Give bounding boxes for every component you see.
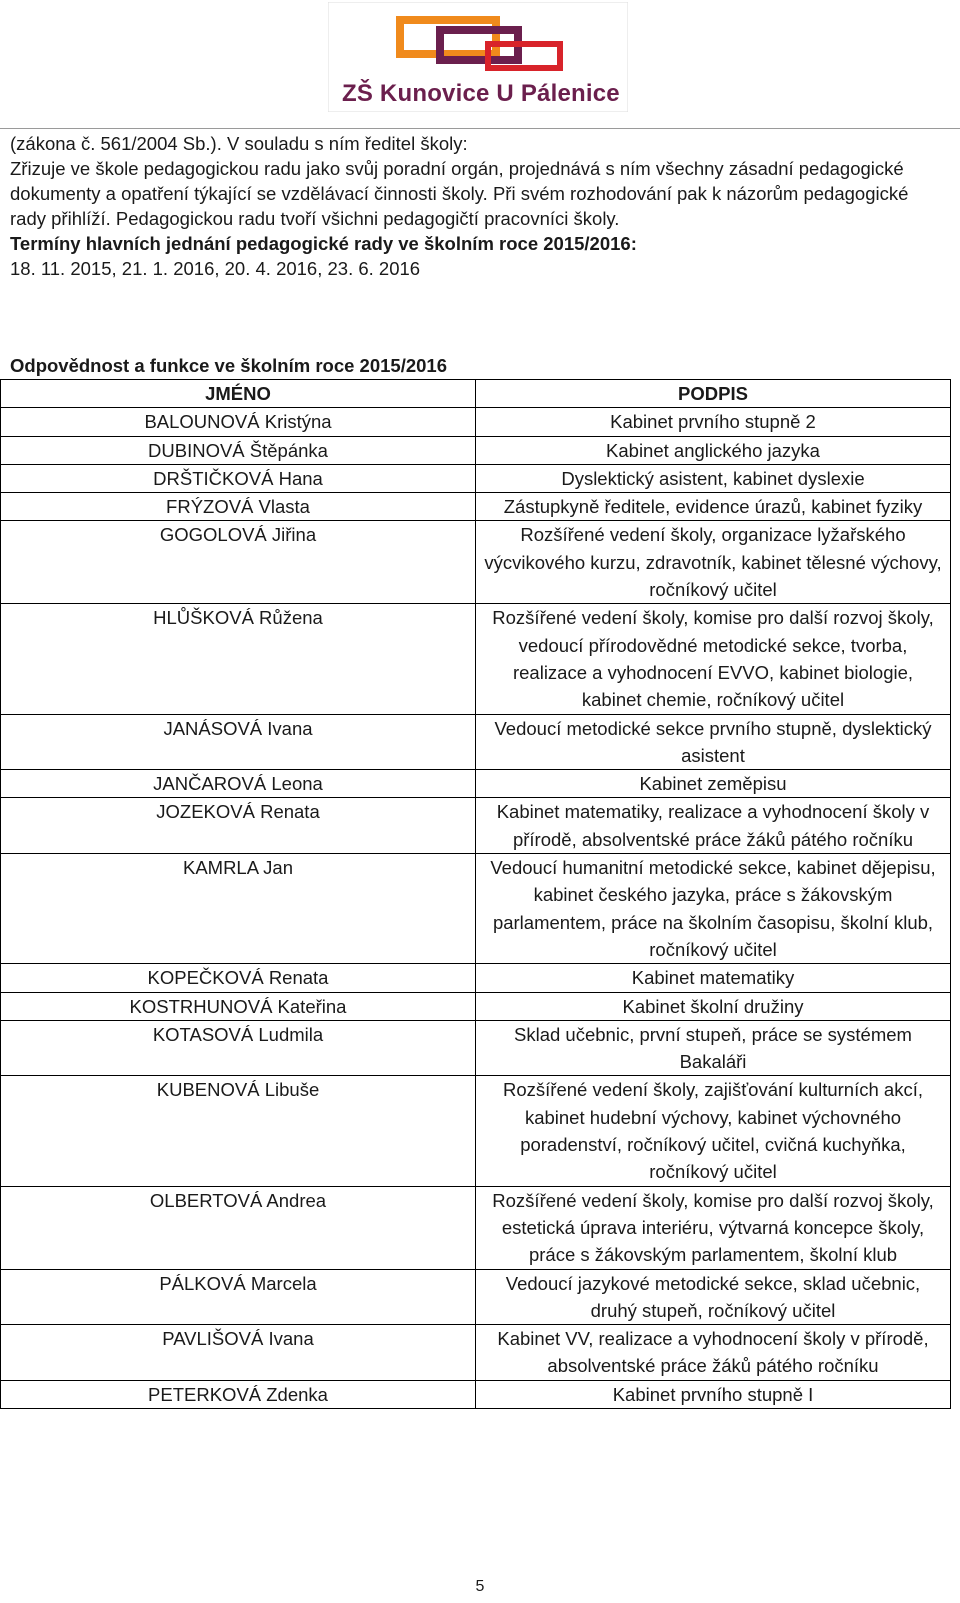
intro-paragraph: Zřizuje ve škole pedagogickou radu jako svůj poradní orgán, projednává s ním všechny zásadní pedagogické dokumenty a opatření týkající se vzdělávací činnosti školy. Při svém rozhodování pak k názorům pedagogické rady přihlíží. Pedagogickou radu tvoří všichni pedagogičtí pracovníci školy.	[10, 158, 909, 229]
teacher-name: DRŠTIČKOVÁ Hana	[1, 464, 476, 492]
teacher-role: Kabinet matematiky, realizace a vyhodnocení školy v přírodě, absolventské práce žáků pátého ročníku	[476, 798, 951, 854]
teacher-role: Vedoucí metodické sekce prvního stupně, dyslektický asistent	[476, 714, 951, 770]
teacher-role: Kabinet matematiky	[476, 964, 951, 992]
teacher-name: KAMRLA Jan	[1, 854, 476, 964]
table-row	[1, 1269, 951, 1325]
teacher-role: Kabinet prvního stupně I	[476, 1380, 951, 1408]
section-title: Odpovědnost a funkce ve školním roce 2015/2016	[10, 355, 447, 376]
teacher-role: Kabinet anglického jazyka	[476, 436, 951, 464]
teacher-role: Kabinet zeměpisu	[476, 770, 951, 798]
teacher-role: Kabinet VV, realizace a vyhodnocení školy v přírodě, absolventské práce žáků pátého ročníku	[476, 1325, 951, 1381]
table-row	[1, 992, 951, 1020]
teacher-name: PAVLIŠOVÁ Ivana	[1, 1325, 476, 1381]
table-row	[1, 1380, 951, 1408]
intro-line: (zákona č. 561/2004 Sb.). V souladu s ním ředitel školy:	[10, 133, 468, 154]
teacher-role: Dyslektický asistent, kabinet dyslexie	[476, 464, 951, 492]
table-row	[1, 1186, 951, 1269]
table-row	[1, 604, 951, 714]
meetings-heading: Termíny hlavních jednání pedagogické rady ve školním roce 2015/2016:	[10, 233, 637, 254]
header-name: JMÉNO	[1, 380, 476, 408]
teacher-role: Kabinet prvního stupně 2	[476, 408, 951, 436]
teacher-name: KOTASOVÁ Ludmila	[1, 1020, 476, 1076]
responsibilities-table	[0, 379, 951, 1409]
table-row	[1, 521, 951, 604]
teacher-role: Rozšířené vedení školy, komise pro další rozvoj školy, estetická úprava interiéru, výtvarná koncepce školy, práce s žákovským parlamentem, školní klub	[476, 1186, 951, 1269]
table-row	[1, 1020, 951, 1076]
table-row	[1, 464, 951, 492]
table-row	[1, 1076, 951, 1186]
teacher-name: OLBERTOVÁ Andrea	[1, 1186, 476, 1269]
teacher-name: HLŮŠKOVÁ Růžena	[1, 604, 476, 714]
teacher-role: Rozšířené vedení školy, organizace lyžařského výcvikového kurzu, zdravotník, kabinet tělesné výchovy, ročníkový učitel	[476, 521, 951, 604]
teacher-name: JANČAROVÁ Leona	[1, 770, 476, 798]
teacher-name: PETERKOVÁ Zdenka	[1, 1380, 476, 1408]
teacher-role: Rozšířené vedení školy, zajišťování kulturních akcí, kabinet hudební výchovy, kabinet výchovného poradenství, ročníkový učitel, cvičná kuchyňka, ročníkový učitel	[476, 1076, 951, 1186]
table-row	[1, 770, 951, 798]
page-number: 5	[475, 1578, 485, 1595]
teacher-name: BALOUNOVÁ Kristýna	[1, 408, 476, 436]
table-row	[1, 493, 951, 521]
logo-text: ZŠ Kunovice U Pálenice	[342, 80, 620, 107]
teacher-role: Sklad učebnic, první stupeň, práce se systémem Bakaláři	[476, 1020, 951, 1076]
teacher-name: JOZEKOVÁ Renata	[1, 798, 476, 854]
school-logo	[328, 2, 628, 112]
header-signature: PODPIS	[476, 380, 951, 408]
header-divider	[0, 128, 960, 129]
table-row	[1, 1325, 951, 1381]
teacher-role: Rozšířené vedení školy, komise pro další rozvoj školy, vedoucí přírodovědné metodické sekce, tvorba, realizace a vyhodnocení EVVO, kabinet biologie, kabinet chemie, ročníkový učitel	[476, 604, 951, 714]
teacher-role: Vedoucí humanitní metodické sekce, kabinet dějepisu, kabinet českého jazyka, práce s žákovským parlamentem, práce na školním časopisu, školní klub, ročníkový učitel	[476, 854, 951, 964]
table-row	[1, 408, 951, 436]
teacher-name: KOPEČKOVÁ Renata	[1, 964, 476, 992]
meeting-dates: 18. 11. 2015, 21. 1. 2016, 20. 4. 2016, 23. 6. 2016	[10, 258, 421, 279]
intro-text	[10, 131, 940, 281]
table-row	[1, 714, 951, 770]
table-row	[1, 854, 951, 964]
teacher-name: GOGOLOVÁ Jiřina	[1, 521, 476, 604]
teacher-name: FRÝZOVÁ Vlasta	[1, 493, 476, 521]
teacher-role: Zástupkyně ředitele, evidence úrazů, kabinet fyziky	[476, 493, 951, 521]
teacher-name: KOSTRHUNOVÁ Kateřina	[1, 992, 476, 1020]
table-row	[1, 798, 951, 854]
table-row	[1, 964, 951, 992]
teacher-name: JANÁSOVÁ Ivana	[1, 714, 476, 770]
table-row	[1, 436, 951, 464]
teacher-name: DUBINOVÁ Štěpánka	[1, 436, 476, 464]
teacher-role: Vedoucí jazykové metodické sekce, sklad učebnic, druhý stupeň, ročníkový učitel	[476, 1269, 951, 1325]
teacher-name: PÁLKOVÁ Marcela	[1, 1269, 476, 1325]
teacher-name: KUBENOVÁ Libuše	[1, 1076, 476, 1186]
teacher-role: Kabinet školní družiny	[476, 992, 951, 1020]
table-header-row	[1, 380, 951, 408]
